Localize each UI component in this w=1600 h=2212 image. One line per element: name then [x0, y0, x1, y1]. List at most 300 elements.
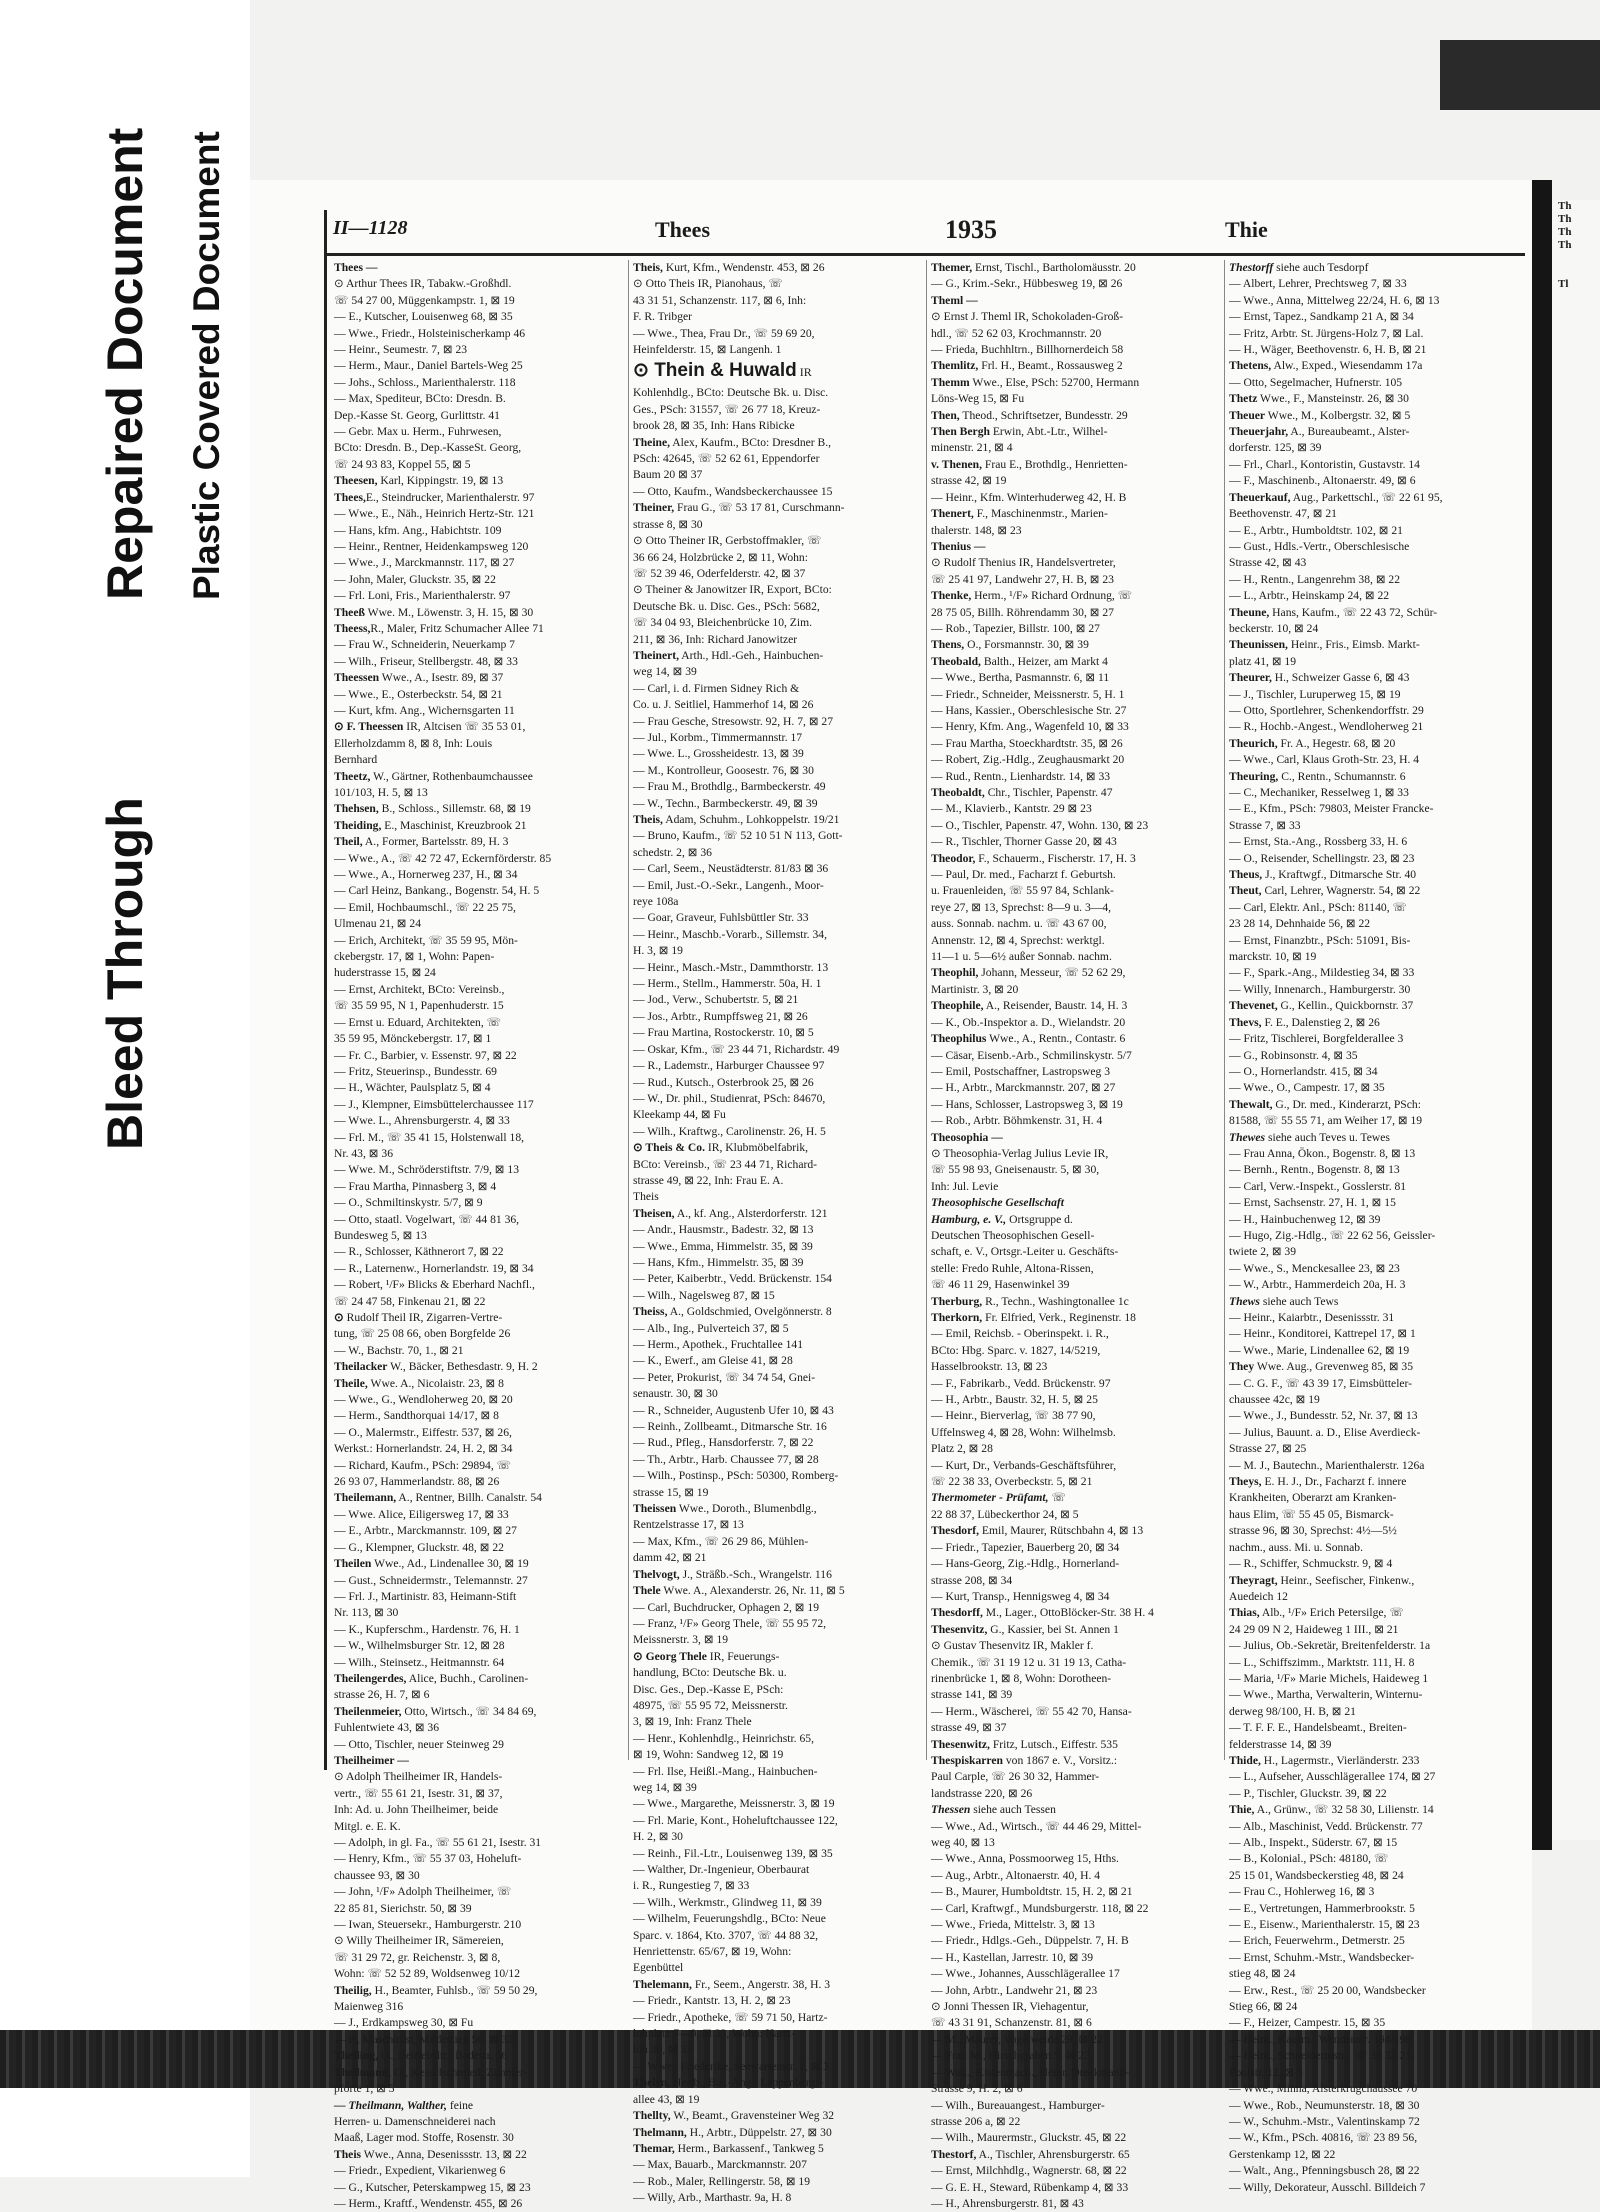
directory-entry — [330, 1769, 620, 1785]
directory-entry — [629, 746, 919, 762]
directory-entry — [1225, 1819, 1515, 1835]
directory-entry — [1225, 1720, 1515, 1736]
directory-entry — [629, 632, 919, 648]
entry-surname: Then Bergh — [931, 425, 990, 439]
directory-entry — [927, 1130, 1217, 1146]
entry-details: Wwe., F., Mansteinstr. 26, ⊠ 30 — [1257, 392, 1409, 406]
directory-entry — [927, 1835, 1217, 1851]
directory-entry — [330, 2065, 620, 2081]
directory-entry — [330, 1737, 620, 1753]
entry-surname: Thenert, — [931, 507, 974, 521]
directory-entry — [1225, 2015, 1515, 2031]
entry-details: — Carl, Elektr. Anl., PSch: 81140, ☏ — [1229, 900, 1407, 914]
entry-details: ckebergstr. 17, ⊠ 1, Wohn: Papen- — [334, 950, 495, 964]
entry-details: Sparc. v. 1864, Kto. 3707, ☏ 44 88 32, — [633, 1928, 819, 1942]
directory-entry — [330, 1638, 620, 1654]
directory-column-3 — [926, 260, 1217, 2210]
directory-entry — [330, 523, 620, 539]
entry-surname: Theurich, — [1229, 736, 1278, 750]
directory-entry — [629, 1829, 919, 1845]
entry-details: — Frieda, Buchhltrn., Billhornerdeich 58 — [931, 343, 1124, 357]
entry-details: — Wwe. M., Schröderstiftstr. 7/9, ⊠ 13 — [334, 1163, 520, 1177]
directory-entry — [629, 2141, 919, 2157]
directory-entry — [927, 703, 1217, 719]
entry-surname: ⊙ F. Theessen — [334, 720, 404, 734]
entry-details: ⊙ Rudolf Thenius IR, Handelsvertreter, — [931, 556, 1116, 570]
entry-details: A., Tischler, Ahrensburgerstr. 65 — [976, 2147, 1130, 2161]
entry-details: — Herm., Apothek., Fruchtallee 141 — [633, 1338, 804, 1351]
entry-details: — Julius, Ob.-Sekretär, Breitenfelderstr. 1a — [1229, 1639, 1431, 1653]
directory-entry — [629, 2190, 919, 2206]
entry-details: u. Frauenleiden, ☏ 55 97 84, Schlank- — [931, 884, 1114, 898]
entry-surname: Theesen, — [334, 474, 378, 488]
directory-entry — [927, 1392, 1217, 1408]
directory-entry — [927, 1884, 1217, 1900]
entry-surname: Theyragt, — [1229, 1573, 1278, 1587]
directory-entry — [1225, 473, 1515, 489]
entry-details: F. E., Dalenstieg 2, ⊠ 26 — [1261, 1015, 1380, 1029]
directory-entry — [1225, 900, 1515, 916]
entry-details: Wwe. M., Löwenstr. 3, H. 15, ⊠ 30 — [364, 605, 534, 619]
directory-entry — [629, 1928, 919, 1944]
entry-details: Stieg 66, ⊠ 24 — [1229, 2000, 1298, 2014]
entry-details: strasse 49, ⊠ 22, Inh: Frau E. A. — [633, 1173, 784, 1187]
directory-entry — [1225, 965, 1515, 981]
entry-details: — Andr., Hausmstr., Badestr. 32, ⊠ 13 — [633, 1223, 814, 1237]
directory-entry — [330, 408, 620, 424]
directory-entry — [927, 293, 1217, 309]
entry-details: — O., Tischler, Papenstr. 47, Wohn. 130, ⊠ 23 — [931, 818, 1149, 832]
directory-entry — [330, 1884, 620, 1900]
entry-details: — Richard, Kaufm., PSch: 29894, ☏ — [334, 1458, 512, 1472]
entry-details: — Frl. Ilse, Heißl.-Mang., Hainbuchen- — [633, 1764, 818, 1778]
directory-entry — [1225, 1408, 1515, 1424]
directory-entry — [330, 736, 620, 752]
entry-details: Kleekamp 44, ⊠ Fu — [633, 1108, 726, 1122]
entry-details: — Franz, ¹/F» Georg Thele, ☏ 55 95 72, — [633, 1616, 827, 1630]
directory-entry — [1225, 1343, 1515, 1359]
entry-details: — Wwe., A., ☏ 42 72 47, Eckernförderstr. 85 — [334, 851, 552, 865]
entry-surname: Thetens, — [1229, 359, 1272, 373]
directory-entry — [629, 927, 919, 943]
directory-entry — [1225, 1162, 1515, 1178]
directory-entry — [927, 1113, 1217, 1129]
directory-entry — [629, 500, 919, 516]
entry-details: — Ernst, Sachsenstr. 27, H. 1, ⊠ 15 — [1229, 1196, 1396, 1210]
header-rule — [325, 253, 1525, 256]
entry-details: — Carl, Kraftwgf., Mundsburgerstr. 118, ⊠ 22 — [931, 1901, 1149, 1915]
directory-entry — [629, 1714, 919, 1730]
directory-entry — [927, 375, 1217, 391]
entry-details: — Heinr., Kfm. Winterhuderweg 42, H. B — [931, 490, 1127, 504]
entry-details: IR, Feuerungs- — [706, 1649, 780, 1663]
entry-surname: Thespiskarren — [931, 1753, 1003, 1767]
entry-surname: Theissen — [633, 1502, 677, 1516]
directory-entry — [1225, 867, 1515, 883]
directory-entry — [927, 1212, 1217, 1228]
entry-details: BCto: Hbg. Sparc. v. 1827, 14/5219, — [931, 1343, 1101, 1357]
entry-surname: Themm — [931, 375, 970, 389]
entry-details: — Albert, Lehrer, Prechtsweg 7, ⊠ 33 — [1229, 277, 1407, 291]
directory-entry — [1225, 1868, 1515, 1884]
entry-details: — J., Klempner, Eimsbüttelerchaussee 117 — [334, 1097, 534, 1111]
directory-entry — [927, 670, 1217, 686]
entry-surname: Theessen — [334, 671, 380, 685]
directory-entry — [330, 572, 620, 588]
entry-details: Hans, Kaufm., ☏ 22 43 72, Schür- — [1269, 605, 1438, 619]
directory-entry — [330, 1802, 620, 1818]
entry-details: — Kurt, Transp., Hennigsweg 4, ⊠ 34 — [931, 1589, 1110, 1603]
entry-surname: Therkorn, — [931, 1311, 983, 1324]
entry-details: Herren- u. Damenschneiderei nach — [334, 2114, 496, 2128]
entry-details: — Herm., Stellm., Hammerstr. 50a, H. 1 — [633, 977, 822, 991]
directory-entry — [330, 375, 620, 391]
entry-details: Beethovenstr. 47, ⊠ 21 — [1229, 507, 1337, 521]
directory-entry — [629, 582, 919, 598]
entry-details: ⊙ Theosophia-Verlag Julius Levie IR, — [931, 1146, 1109, 1160]
directory-entry — [330, 834, 620, 850]
entry-details: ☏ 22 38 33, Overbeckstr. 5, ⊠ 21 — [931, 1475, 1093, 1489]
entry-details: — Wwe. L., Ahrensburgerstr. 4, ⊠ 33 — [334, 1114, 510, 1128]
entry-details: Bundesweg 5, ⊠ 13 — [334, 1228, 427, 1242]
directory-entry — [927, 2032, 1217, 2048]
adjacent-page-edge — [1552, 200, 1600, 1840]
entry-surname: Thesenwitz, — [931, 1737, 990, 1751]
entry-details: Karl, Kippingstr. 19, ⊠ 13 — [377, 474, 504, 488]
directory-entry — [927, 1802, 1217, 1818]
directory-entry — [330, 867, 620, 883]
entry-details: — Gust., Hdls.-Vertr., Oberschlesische — [1229, 539, 1410, 553]
directory-entry — [1225, 1802, 1515, 1818]
entry-details: Nr. 43, ⊠ 36 — [334, 1146, 393, 1160]
entry-details: strasse 141, ⊠ 39 — [931, 1688, 1013, 1702]
entry-details: — Alb., Ing., Pulverteich 37, ⊠ 5 — [633, 1321, 789, 1335]
entry-details: — Herm., Maur., Daniel Bartels-Weg 25 — [334, 359, 523, 373]
directory-entry — [1225, 637, 1515, 653]
entry-details: Hasselbrookstr. 13, ⊠ 23 — [931, 1360, 1048, 1374]
directory-entry — [1225, 719, 1515, 735]
directory-entry — [1225, 342, 1515, 358]
directory-entry — [927, 982, 1217, 998]
entry-details: weg 14, ⊠ 39 — [633, 1780, 697, 1794]
directory-entry — [629, 681, 919, 697]
directory-entry — [629, 309, 919, 325]
directory-entry — [330, 637, 620, 653]
directory-entry — [629, 517, 919, 533]
entry-details: Fr. A., Hegestr. 68, ⊠ 20 — [1277, 736, 1396, 750]
directory-entry — [629, 1993, 919, 2009]
directory-entry — [1225, 1507, 1515, 1523]
page-header — [325, 215, 1520, 249]
entry-details: — Hans, Kfm., Himmelstr. 35, ⊠ 39 — [633, 1255, 804, 1269]
directory-entry — [629, 1682, 919, 1698]
directory-entry — [927, 523, 1217, 539]
directory-entry — [1225, 490, 1515, 506]
entry-details: lohplatz 7—9, ⊠ 33, Wohn: Hartz- — [633, 2027, 796, 2041]
entry-surname: Thie, — [1229, 1803, 1255, 1817]
directory-entry — [927, 2048, 1217, 2064]
entry-surname: Thele — [633, 1584, 661, 1598]
entry-details: ⊙ Arthur Thees IR, Tabakw.-Großhdl. — [334, 277, 512, 291]
directory-entry — [927, 326, 1217, 342]
entry-surname: Theilen — [334, 1557, 372, 1571]
entry-details: Alb., ¹/F» Erich Petersilge, ☏ — [1259, 1606, 1404, 1620]
entry-details: — Herm., Kraftf., Wendenstr. 455, ⊠ 26 — [334, 2196, 523, 2210]
entry-surname: Thellty, — [633, 2109, 671, 2123]
entry-details: — Henry, Kfm., ☏ 55 37 03, Hoheluft- — [334, 1852, 522, 1866]
entry-details: — Wwe., Friederike, Seewartenstr. 1, ⊠ 3 — [633, 2059, 829, 2073]
directory-entry — [629, 1649, 919, 1665]
entry-details: — M., Kontrolleur, Goosestr. 76, ⊠ 30 — [633, 763, 814, 777]
entry-details: — F., Fabrikarb., Vedd. Brückenstr. 97 — [931, 1376, 1111, 1390]
entry-details: H. 3, ⊠ 19 — [633, 944, 683, 958]
directory-entry — [1225, 933, 1515, 949]
entry-details: Löns-Weg 15, ⊠ Fu — [931, 392, 1025, 406]
entry-details: — F., Heizer, Campestr. 15, ⊠ 35 — [1229, 2016, 1386, 2030]
entry-details: — Willy, Arb., Marthastr. 9a, H. 8 — [633, 2191, 792, 2205]
entry-details: strasse 208, ⊠ 34 — [931, 1573, 1013, 1587]
directory-entry — [629, 1747, 919, 1763]
directory-entry — [629, 451, 919, 467]
entry-details: Mitgl. e. E. K. — [334, 1819, 401, 1833]
directory-entry — [330, 1868, 620, 1884]
entry-details: — Hans, Kassier., Oberschlesische Str. 27 — [931, 703, 1127, 717]
directory-entry — [1225, 1474, 1515, 1490]
directory-entry — [1225, 276, 1515, 292]
directory-entry — [629, 599, 919, 615]
directory-entry — [1225, 769, 1515, 785]
directory-entry — [1225, 1146, 1515, 1162]
entry-surname: Thessen — [931, 1803, 971, 1817]
directory-entry — [1225, 1064, 1515, 1080]
entry-details: Fritz, Lutsch., Eiffestr. 535 — [989, 1737, 1118, 1751]
entry-details: weg 14, ⊠ 39 — [633, 665, 697, 679]
entry-details: Johann, Messeur, ☏ 52 62 29, — [978, 966, 1126, 980]
entry-details: IR, Klubmöbelfabrik, — [705, 1141, 809, 1155]
entry-details: ☏ 31 29 72, gr. Reichenstr. 3, ⊠ 8, — [334, 1950, 501, 1964]
entry-details: E., Maschinist, Kreuzbrook 21 — [381, 818, 527, 832]
directory-entry — [629, 763, 919, 779]
entry-details: H., Lagermstr., Vierländerstr. 233 — [1260, 1753, 1420, 1767]
directory-entry — [927, 1933, 1217, 1949]
directory-entry — [330, 2180, 620, 2196]
directory-entry — [1225, 1737, 1515, 1753]
entry-details: F., Schauerm., Fischerstr. 17, H. 3 — [975, 851, 1136, 865]
entry-details: — R., Hochb.-Angest., Wendloherweg 21 — [1229, 720, 1424, 734]
entry-surname: ⊙ Theis & Co. — [633, 1141, 705, 1155]
directory-entry — [629, 1960, 919, 1976]
directory-entry — [330, 1294, 620, 1310]
entry-details: — Johs., Schloss., Marienthalerstr. 118 — [334, 375, 516, 389]
entry-details: Wwe. A., Alexanderstr. 26, Nr. 11, ⊠ 5 — [660, 1584, 845, 1598]
directory-entry — [330, 1195, 620, 1211]
directory-columns — [330, 260, 1530, 2210]
directory-entry — [1225, 2180, 1515, 2196]
entry-details: Frl. H., Beamt., Rossausweg 2 — [978, 359, 1123, 373]
entry-details: Alex, Kaufm., BCto: Dresdner B., — [670, 435, 832, 449]
entry-details: — Frau W., Schneiderin, Neuerkamp 7 — [334, 638, 515, 652]
entry-details: — R., Laternenw., Hornerlandstr. 19, ⊠ 34 — [334, 1261, 534, 1275]
entry-surname: Theut, — [1229, 884, 1262, 898]
directory-entry — [927, 1441, 1217, 1457]
directory-entry — [330, 1277, 620, 1293]
entry-details: stelle: Fredo Ruhle, Altona-Rissen, — [931, 1261, 1094, 1275]
directory-entry — [330, 1983, 620, 1999]
entry-details: beckerstr. 10, ⊠ 24 — [1229, 621, 1319, 635]
entry-details: Fuhlentwiete 43, ⊠ 36 — [334, 1721, 440, 1735]
directory-entry — [927, 1540, 1217, 1556]
entry-details: Herm., Barkassenf., Tankweg 5 — [674, 2141, 824, 2155]
directory-entry — [927, 785, 1217, 801]
directory-entry — [629, 467, 919, 483]
directory-entry — [927, 1950, 1217, 1966]
entry-surname: Theisen, — [633, 1206, 675, 1220]
entry-details: — Heinr., Seumestr. 7, ⊠ 23 — [334, 343, 468, 357]
directory-entry — [629, 828, 919, 844]
directory-entry — [629, 1435, 919, 1451]
directory-entry — [330, 1851, 620, 1867]
entry-details: Chemik., ☏ 31 19 12 u. 31 19 13, Catha- — [931, 1655, 1127, 1669]
entry-details: Baum 20 ⊠ 37 — [633, 468, 703, 482]
entry-details: — Fritz, Arbtr. St. Jürgens-Holz 7, ⊠ Lal. — [1229, 326, 1424, 340]
entry-details: stieg 48, ⊠ 24 — [1229, 1967, 1296, 1981]
entry-details: — Robert, Zig.-Hdlg., Zeughausmarkt 20 — [931, 753, 1125, 767]
entry-details: — Wilh., Postinsp., PSch: 50300, Romberg- — [633, 1469, 839, 1483]
entry-details: Emil, Maurer, Rütschbahn 4, ⊠ 13 — [979, 1524, 1144, 1538]
entry-details: ☏ 43 31 91, Schanzenstr. 81, ⊠ 6 — [931, 2016, 1092, 2030]
directory-entry — [1225, 2130, 1515, 2146]
entry-details: W., Gärtner, Rothenbaumchaussee — [370, 769, 533, 783]
entry-details: — Frau M., Brothdlg., Barmbeckerstr. 49 — [633, 780, 826, 794]
entry-details: weg 40, ⊠ 13 — [931, 1836, 995, 1849]
directory-entry — [927, 1244, 1217, 1260]
entry-details: — Rud., Pfleg., Hansdorferstr. 7, ⊠ 22 — [633, 1436, 814, 1450]
directory-entry — [927, 391, 1217, 407]
header-first-entry: Thees — [655, 217, 710, 242]
entry-details: — Herm., Sandthorquai 14/17, ⊠ 8 — [334, 1409, 499, 1423]
entry-details: damm 42, ⊠ 21 — [633, 1551, 707, 1565]
entry-details: — E., Kfm., PSch: 79803, Meister Francke- — [1229, 802, 1434, 816]
directory-entry — [629, 1025, 919, 1041]
entry-details: 22 88 37, Lübeckerthor 24, ⊠ 5 — [931, 1507, 1079, 1521]
entry-details: — B., Kolonial., PSch: 48180, ☏ — [1229, 1852, 1389, 1866]
entry-details: — Jod., Verw., Schubertstr. 5, ⊠ 21 — [633, 993, 799, 1007]
entry-details: — Wwe., Ad., Wirtsch., ☏ 44 46 29, Mittel- — [931, 1819, 1142, 1833]
entry-details: schedstr. 2, ⊠ 36 — [633, 845, 712, 859]
entry-details: — Carl, Verw.-Inspekt., Gosslerstr. 81 — [1229, 1179, 1407, 1193]
directory-entry — [629, 1895, 919, 1911]
entry-surname: Thestorf, — [931, 2147, 977, 2161]
entry-details: — Henr., Kohlenhdlg., Heinrichstr. 65, — [633, 1731, 814, 1745]
directory-entry — [1225, 1769, 1515, 1785]
directory-entry — [927, 1064, 1217, 1080]
entry-details: — Wwe., A., Hornerweg 237, H., ⊠ 34 — [334, 868, 518, 882]
directory-entry — [1225, 1655, 1515, 1671]
entry-details: A., kf. Ang., Alsterdorferstr. 121 — [674, 1206, 828, 1220]
directory-entry — [927, 605, 1217, 621]
entry-details: H., Arbtr., Düppelstr. 27, ⊠ 30 — [686, 2125, 832, 2139]
directory-entry — [927, 1901, 1217, 1917]
directory-entry — [330, 1162, 620, 1178]
entry-details: Nr. 113, ⊠ 30 — [334, 1606, 399, 1620]
entry-details: Martinistr. 3, ⊠ 20 — [931, 982, 1019, 996]
directory-entry — [330, 490, 620, 506]
entry-details: F., Maschinenmstr., Marien- — [973, 507, 1108, 521]
directory-entry — [1225, 1441, 1515, 1457]
entry-details: — M., Maurer, Vogelweide 29, ⊠ 22 — [931, 2032, 1103, 2046]
scanner-edge-top — [1440, 40, 1600, 110]
entry-details: — John, Arbtr., Landwehr 21, ⊠ 23 — [931, 1983, 1098, 1997]
entry-details: — Emil, Reichsb. - Oberinspekt. i. R., — [931, 1327, 1109, 1341]
entry-details: — Wilhelm, Feuerungshdlg., BCto: Neue — [633, 1912, 826, 1926]
directory-entry — [1225, 916, 1515, 932]
adjacent-page-fragment: Th — [1558, 239, 1572, 251]
directory-entry — [330, 2130, 620, 2146]
entry-details: — Wwe., G., Wendloherweg 20, ⊠ 20 — [334, 1393, 513, 1407]
entry-details: 28 75 05, Billh. Röhrendamm 30, ⊠ 27 — [931, 605, 1114, 619]
directory-entry — [330, 2196, 620, 2212]
entry-details: — B., Maurer, Humboldtstr. 15, H. 2, ⊠ 21 — [931, 1885, 1133, 1899]
entry-surname: Thide, — [1229, 1753, 1261, 1767]
entry-details: i. R., Rungestieg 7, ⊠ 33 — [633, 1879, 750, 1893]
entry-details: Strasse 7, ⊠ 33 — [1229, 818, 1301, 832]
entry-details: — Cäsar, Eisenb.-Arb., Schmilinskystr. 5/7 — [931, 1048, 1132, 1062]
directory-entry — [629, 1583, 919, 1599]
entry-details: Fr. Elfried, Verk., Reginenstr. 18 — [982, 1311, 1136, 1324]
adjacent-page-fragment: Th — [1558, 213, 1572, 225]
directory-entry — [927, 2147, 1217, 2163]
entry-details: — Rob., Maler, Rellingerstr. 58, ⊠ 19 — [633, 2174, 811, 2188]
directory-entry — [330, 883, 620, 899]
entry-details: schaft, e. V., Ortsgr.-Leiter u. Geschäfts- — [931, 1245, 1119, 1259]
entry-details: Frau G., ☏ 53 17 81, Curschmann- — [674, 501, 845, 515]
directory-entry — [330, 933, 620, 949]
entry-details: — Frau Martina, Rostockerstr. 10, ⊠ 5 — [633, 1026, 814, 1040]
directory-entry — [1225, 1195, 1515, 1211]
directory-entry — [1225, 2114, 1515, 2130]
directory-entry — [330, 293, 620, 309]
entry-details: — Max, Bauarb., Marckmannstr. 207 — [633, 2158, 807, 2172]
directory-entry — [330, 1179, 620, 1195]
entry-details: — Wilh., Maurermstr., Gluckstr. 45, ⊠ 22 — [931, 2131, 1127, 2145]
entry-details: — R., Schneider, Augustenb Ufer 10, ⊠ 43 — [633, 1403, 834, 1417]
entry-details: ☏ — [1048, 1491, 1066, 1505]
directory-entry — [1225, 1638, 1515, 1654]
entry-details: G., Kassier, bei St. Annen 1 — [987, 1622, 1119, 1636]
entry-details: — Jos., Arbtr., Rumpffsweg 21, ⊠ 26 — [633, 1009, 808, 1023]
entry-details: — Heinr., Kaufm., Wendenstr. 194/198 — [1229, 2032, 1412, 2046]
directory-entry — [927, 1868, 1217, 1884]
directory-entry — [629, 910, 919, 926]
entry-details: Ortsgruppe d. — [1006, 1212, 1073, 1226]
entry-surname: Theys, — [1229, 1475, 1262, 1489]
entry-details: — Fr. C., Barbier, v. Essenstr. 97, ⊠ 22 — [334, 1048, 517, 1062]
directory-entry — [629, 1485, 919, 1501]
entry-details: — Wwe., Martha, Verwalterin, Winternu- — [1229, 1688, 1423, 1702]
entry-details: — E., Arbtr., Marckmannstr. 109, ⊠ 27 — [334, 1524, 517, 1538]
directory-entry — [1225, 1704, 1515, 1720]
entry-details: Strasse 9, H. 2, ⊠ 6 — [931, 2082, 1023, 2096]
entry-details: Krankheiten, Oberarzt am Kranken- — [1229, 1491, 1397, 1505]
directory-entry — [330, 1704, 620, 1720]
entry-details: — Peter, Prokurist, ☏ 34 74 54, Gnei- — [633, 1370, 816, 1384]
entry-details: strasse 42, ⊠ 19 — [931, 474, 1007, 488]
directory-entry — [330, 1753, 620, 1769]
entry-details: — Erw., Rest., ☏ 25 20 00, Wandsbecker — [1229, 1983, 1426, 1997]
entry-surname: Thenius — — [931, 539, 986, 553]
directory-entry — [330, 654, 620, 670]
directory-entry — [1225, 1015, 1515, 1031]
